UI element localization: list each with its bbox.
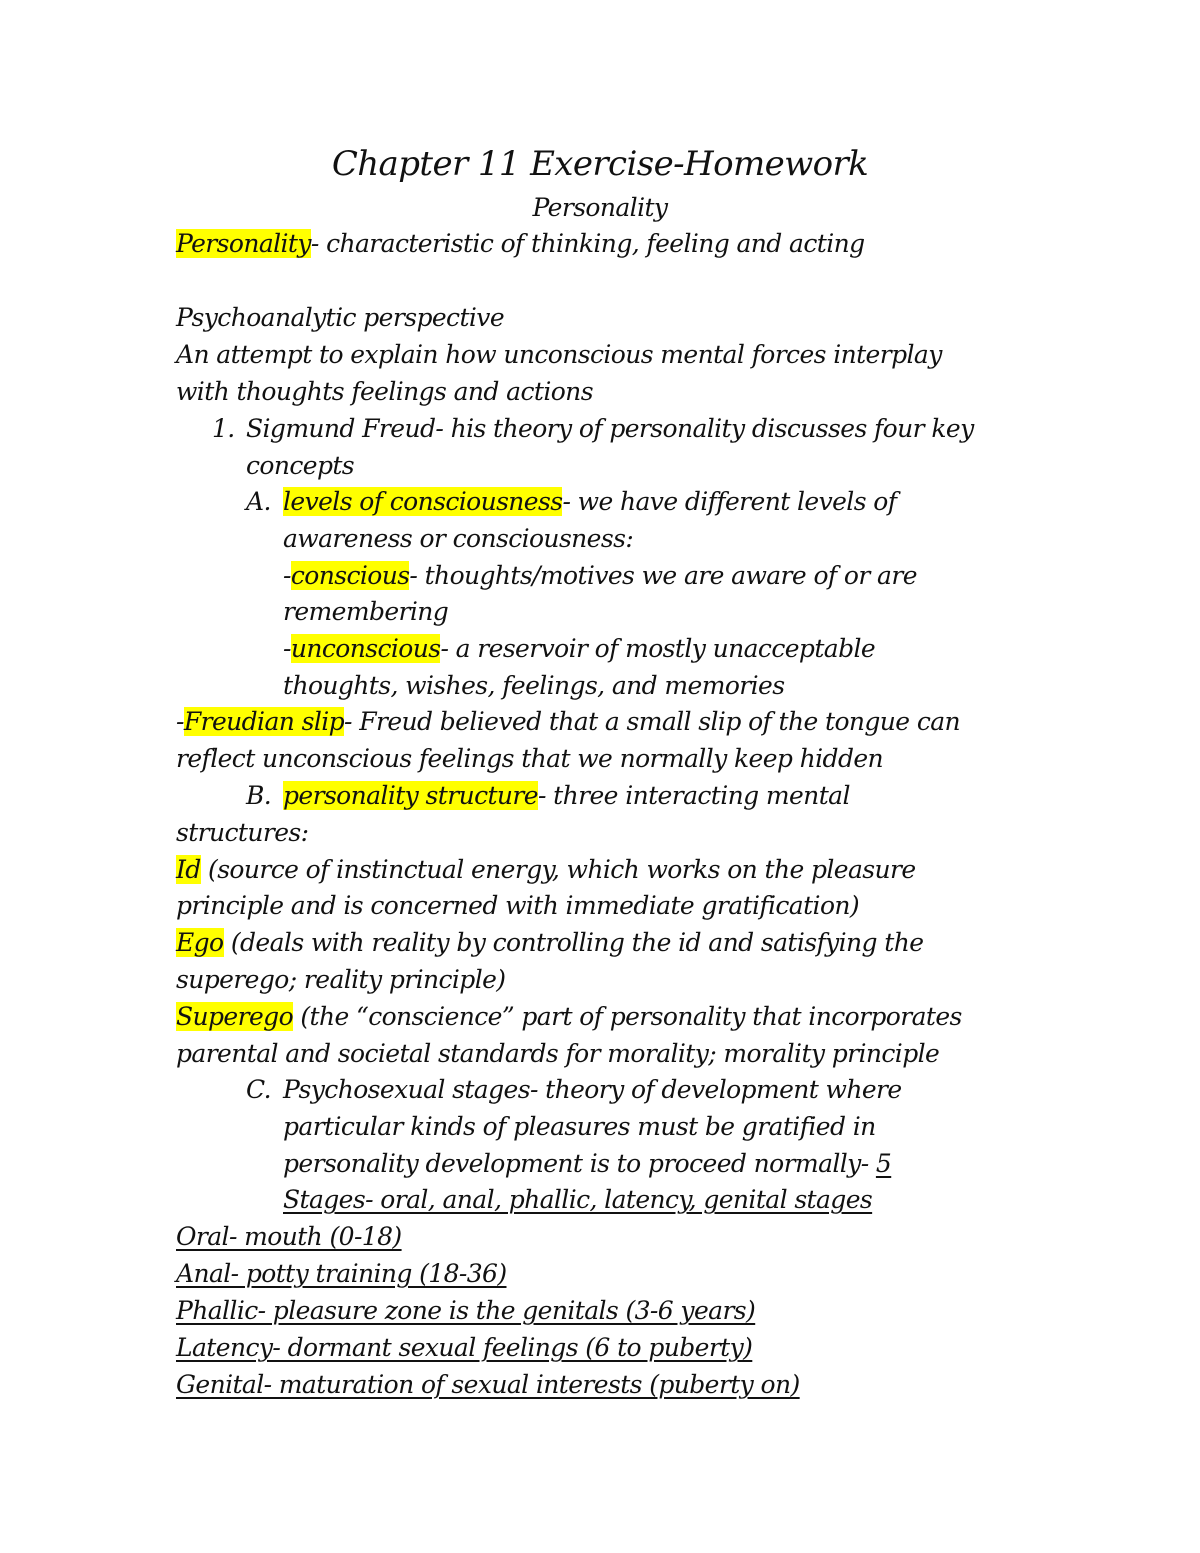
freudian-slip-text: - Freud believed that a small slip of the tongue can [344, 707, 961, 736]
term-unconscious: unconscious [290, 634, 441, 663]
superego-line-2: parental and societal standards for morality; morality principle [176, 1039, 940, 1068]
stage-genital: Genital- maturation of sexual interests (puberty on) [176, 1370, 800, 1399]
unconscious-line-1 [283, 631, 875, 667]
definition-personality [176, 226, 865, 262]
list-item-1-line-2: concepts [246, 451, 355, 480]
list-item-c-line-3 [283, 1146, 891, 1182]
list-item-1-line-1: Sigmund Freud- his theory of personality discusses four key [246, 414, 974, 443]
term-freudian-slip: Freudian slip [183, 707, 345, 736]
superego-line-1 [176, 999, 962, 1035]
list-item-a-line-1 [283, 484, 896, 520]
dash: - [283, 561, 291, 590]
id-line-1 [176, 852, 916, 888]
list-item-b-text: - three interacting mental [537, 781, 850, 810]
dash: - [176, 707, 184, 736]
term-conscious: conscious [290, 561, 410, 590]
ego-line-2: superego; reality principle) [176, 965, 506, 994]
stage-latency: Latency- dormant sexual feelings (6 to puberty) [176, 1333, 753, 1362]
list-item-c-line-1: Psychosexual stages- theory of development where [283, 1075, 902, 1104]
list-item-c-line-4: Stages- oral, anal, phallic, latency, genital stages [283, 1185, 873, 1214]
term-levels-of-consciousness: levels of consciousness [283, 487, 563, 516]
list-item-b-line-1 [283, 778, 850, 814]
stage-phallic: Phallic- pleasure zone is the genitals (3-6 years) [176, 1296, 756, 1325]
list-item-c-text: personality development is to proceed normally- [283, 1149, 876, 1178]
section-desc-line-1: An attempt to explain how unconscious mental forces interplay [176, 340, 942, 369]
term-ego: Ego [176, 928, 224, 957]
stage-oral: Oral- mouth (0-18) [176, 1222, 402, 1251]
term-personality-structure: personality structure [283, 781, 538, 810]
list-item-c-line-2: particular kinds of pleasures must be gratified in [283, 1112, 876, 1141]
list-item-1-marker: 1. [212, 414, 235, 443]
definition-text: - characteristic of thinking, feeling and acting [310, 229, 865, 258]
document-title: Chapter 11 Exercise-Homework [331, 144, 869, 184]
superego-text: (the “conscience” part of personality that incorporates [293, 1002, 962, 1031]
conscious-line-2: remembering [283, 597, 449, 626]
ego-text: (deals with reality by controlling the id and satisfying the [223, 928, 924, 957]
stage-anal: Anal- potty training (18-36) [176, 1259, 507, 1288]
term-personality: Personality [176, 229, 311, 258]
term-id: Id [176, 855, 201, 884]
list-item-a-text: - we have different levels of [562, 487, 897, 516]
dash: - [283, 634, 291, 663]
list-item-b-marker: B. [246, 781, 272, 810]
list-item-a-marker: A. [246, 487, 271, 516]
conscious-text: - thoughts/motives we are aware of or are [409, 561, 917, 590]
conscious-line-1 [283, 558, 917, 594]
section-heading-psychoanalytic: Psychoanalytic perspective [176, 303, 505, 332]
id-text: (source of instinctual energy, which works on the pleasure [200, 855, 916, 884]
stage-count: 5 [875, 1149, 892, 1178]
unconscious-text: - a reservoir of mostly unacceptable [440, 634, 876, 663]
list-item-c-marker: C. [246, 1075, 271, 1104]
id-line-2: principle and is concerned with immediate gratification) [176, 891, 860, 920]
ego-line-1 [176, 925, 923, 961]
unconscious-line-2: thoughts, wishes, feelings, and memories [283, 671, 785, 700]
document-subtitle: Personality [532, 193, 668, 222]
freudian-slip-line-2: reflect unconscious feelings that we normally keep hidden [176, 744, 884, 773]
freudian-slip-line-1 [176, 704, 960, 740]
section-desc-line-2: with thoughts feelings and actions [176, 377, 593, 406]
term-superego: Superego [176, 1002, 294, 1031]
list-item-a-line-2: awareness or consciousness: [283, 524, 634, 553]
list-item-b-line-2: structures: [176, 818, 309, 847]
